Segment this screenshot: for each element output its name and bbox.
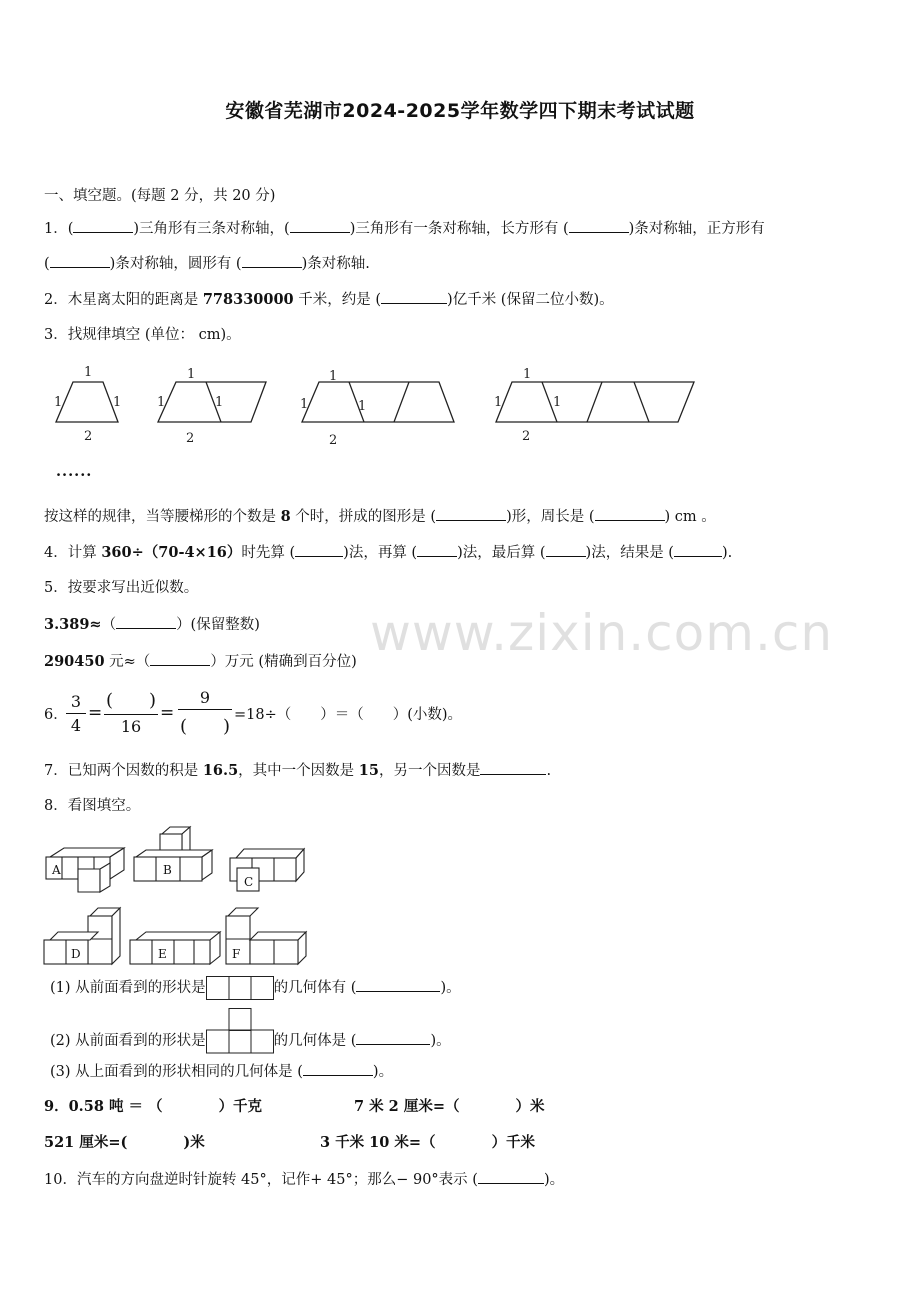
answer-blank[interactable]: [546, 542, 586, 557]
question-5-line-2: [44, 651, 357, 672]
q8-text: )。: [372, 1064, 394, 1080]
q2-number: 778330000: [202, 291, 294, 308]
q7-text: .: [546, 763, 552, 779]
solid-e: [130, 932, 220, 964]
q5-text: （: [101, 617, 117, 633]
fig1-left-label: 1: [54, 395, 63, 410]
question-6-tail: =18÷（ ）＝（ ）(小数)。: [234, 707, 463, 723]
q8-text: (1) 从前面看到的形状是: [50, 980, 206, 996]
q7-text: 7．已知两个因数的积是: [44, 763, 203, 779]
denominator[interactable]: ( ): [179, 716, 231, 737]
q3-text: 个时，拼成的图形是 (: [290, 509, 437, 525]
denominator: 16: [120, 717, 142, 736]
q7-text: ，其中一个因数是: [238, 763, 359, 779]
answer-blank[interactable]: [290, 218, 350, 233]
answer-blank[interactable]: [356, 977, 440, 992]
solid-b-label: B: [163, 863, 172, 877]
question-9-item-d: [320, 1133, 535, 1153]
q4-text: 4．计算: [44, 545, 102, 561]
q9-text: 9．0.58 吨 ＝ （: [44, 1098, 163, 1115]
fig1-top-label: 1: [84, 365, 93, 380]
q9-text: 521 厘米=(: [44, 1134, 128, 1151]
question-5-header: 5．按要求写出近似数。: [44, 580, 199, 596]
solid-f-label: F: [232, 947, 241, 961]
solid-d-label: D: [71, 947, 81, 961]
answer-blank[interactable]: [303, 1061, 373, 1076]
q5-number: 290450: [44, 653, 105, 670]
solid-e-label: E: [158, 947, 167, 961]
question-6-label: 6．: [44, 707, 68, 723]
answer-blank[interactable]: [480, 760, 546, 775]
q1-text: )条对称轴，正方形有: [628, 221, 765, 237]
fig1-bottom-label: 2: [84, 429, 93, 444]
solid-b: [134, 827, 212, 881]
q4-text: )法，最后算 (: [457, 545, 546, 561]
section-header: 一、填空题。(每题 2 分，共 20 分): [44, 188, 276, 204]
fig2-mid-label: 1: [215, 395, 224, 410]
front-view-three-squares: [206, 976, 274, 1000]
answer-blank[interactable]: [595, 506, 665, 521]
equals-sign: =: [88, 703, 103, 723]
q3-text: )形，周长是 (: [506, 509, 595, 525]
q9-text: 3 千米 10 米=（: [320, 1134, 436, 1151]
q4-expression: 360÷（70-4×16）: [101, 544, 242, 561]
question-10: [44, 1169, 564, 1190]
q8-text: (2) 从前面看到的形状是: [50, 1033, 206, 1049]
q5-text: ）(保留整数): [176, 617, 260, 633]
fig2-left-label: 1: [157, 395, 166, 410]
question-8-sub-2: [50, 1018, 451, 1064]
question-1-line-1: [44, 218, 765, 239]
q1-text: )三角形有一条对称轴，长方形有 (: [349, 221, 569, 237]
fraction-3-over-4: [66, 692, 86, 735]
answer-blank[interactable]: [417, 542, 457, 557]
fraction-blank-over-16: [104, 686, 158, 736]
question-9-item-a: [44, 1097, 262, 1117]
q9-text: )米: [183, 1134, 205, 1151]
q3-text: ) cm 。: [664, 509, 716, 525]
fig2-top-label: 1: [187, 367, 196, 382]
cube-solids-figure: [42, 824, 312, 964]
answer-blank[interactable]: [150, 651, 210, 666]
q4-text: )法，再算 (: [343, 545, 418, 561]
continuation-dots: ······: [56, 467, 93, 484]
question-5-line-1: [44, 614, 260, 635]
q10-text: )。: [543, 1172, 565, 1188]
equals-sign: =: [160, 703, 175, 723]
q10-text: 10．汽车的方向盘逆时针旋转 45°，记作+ 45°；那么− 90°表示 (: [44, 1172, 478, 1188]
q8-text: )。: [430, 1033, 451, 1049]
q8-text: 的几何体是 (: [273, 1033, 357, 1049]
question-9-item-c: [44, 1133, 205, 1153]
numerator: 9: [199, 688, 211, 707]
q3-number: 8: [280, 508, 291, 525]
q1-text: (: [44, 256, 50, 272]
fig2-bottom-label: 2: [186, 431, 195, 446]
fig4-left-label: 1: [494, 395, 503, 410]
q2-text: 2．木星离太阳的距离是: [44, 292, 203, 308]
numerator: 3: [70, 692, 82, 711]
page-title: 安徽省芜湖市2024-2025学年数学四下期末考试试题: [225, 100, 695, 122]
q1-text: 1．(: [44, 221, 74, 237]
fig4-bottom-label: 2: [522, 429, 531, 444]
q3-text: 按这样的规律，当等腰梯形的个数是: [44, 509, 281, 525]
answer-blank[interactable]: [569, 218, 629, 233]
fig4-top-label: 1: [523, 367, 532, 382]
fig3-mid-label: 1: [358, 399, 367, 414]
question-3-header: 3．找规律填空 (单位： cm)。: [44, 327, 241, 343]
question-8-sub-3: [50, 1061, 393, 1082]
answer-blank[interactable]: [116, 614, 176, 629]
fraction-9-over-blank: [178, 688, 232, 738]
q1-text: )条对称轴.: [301, 256, 370, 272]
answer-blank[interactable]: [295, 542, 343, 557]
question-1-line-2: [44, 253, 370, 274]
q8-text: )。: [440, 980, 461, 996]
q5-text: 元≈（: [104, 654, 151, 670]
solid-c-label: C: [244, 875, 254, 889]
q1-text: )条对称轴，圆形有 (: [109, 256, 242, 272]
fig3-top-label: 1: [329, 369, 338, 384]
q8-text: 的几何体有 (: [273, 980, 357, 996]
q8-text: (3) 从上面看到的形状相同的几何体是 (: [50, 1064, 303, 1080]
q2-text: 千米，约是 (: [293, 292, 382, 308]
q5-number: 3.389≈: [44, 616, 102, 633]
q9-text: 7 米 2 厘米=（: [354, 1098, 460, 1115]
q2-text: )亿千米 (保留二位小数)。: [447, 292, 614, 308]
question-8-header: 8．看图填空。: [44, 798, 141, 814]
trapezoid-pattern-figure: [44, 360, 724, 450]
q7-number: 16.5: [202, 762, 239, 779]
answer-blank[interactable]: [436, 506, 506, 521]
answer-blank[interactable]: [50, 253, 110, 268]
q4-text: )法，结果是 (: [585, 545, 674, 561]
q4-text: ).: [721, 545, 733, 561]
denominator: 4: [70, 716, 82, 735]
question-9-item-b: [354, 1097, 544, 1117]
question-2: [44, 289, 614, 310]
q9-text: ）千米: [491, 1134, 536, 1151]
answer-blank[interactable]: [356, 1030, 430, 1045]
watermark: www.zixin.com.cn: [370, 604, 834, 662]
fig1-right-label: 1: [113, 395, 122, 410]
q5-text: ）万元 (精确到百分位): [210, 654, 357, 670]
q9-text: ）米: [515, 1098, 545, 1115]
question-8-sub-1: [50, 976, 461, 1000]
numerator[interactable]: ( ): [105, 690, 157, 711]
q7-text: ，另一个因数是: [378, 763, 481, 779]
answer-blank[interactable]: [73, 218, 133, 233]
answer-blank[interactable]: [242, 253, 302, 268]
q1-text: )三角形有三条对称轴，(: [133, 221, 290, 237]
solid-d: [44, 908, 120, 964]
q7-number: 15: [358, 762, 379, 779]
q9-text: ）千克: [218, 1098, 263, 1115]
solid-a-label: A: [52, 863, 61, 877]
answer-blank[interactable]: [381, 289, 447, 304]
question-3-footer: [44, 506, 716, 527]
question-7: [44, 760, 551, 781]
front-view-t-shape: [206, 1008, 274, 1054]
answer-blank[interactable]: [674, 542, 722, 557]
fig3-bottom-label: 2: [329, 433, 338, 448]
q4-text: 时先算 (: [241, 545, 296, 561]
fig3-left-label: 1: [300, 397, 309, 412]
question-4: [44, 542, 732, 563]
fig4-mid-label: 1: [553, 395, 562, 410]
answer-blank[interactable]: [478, 1169, 544, 1184]
solid-c: [230, 849, 304, 891]
